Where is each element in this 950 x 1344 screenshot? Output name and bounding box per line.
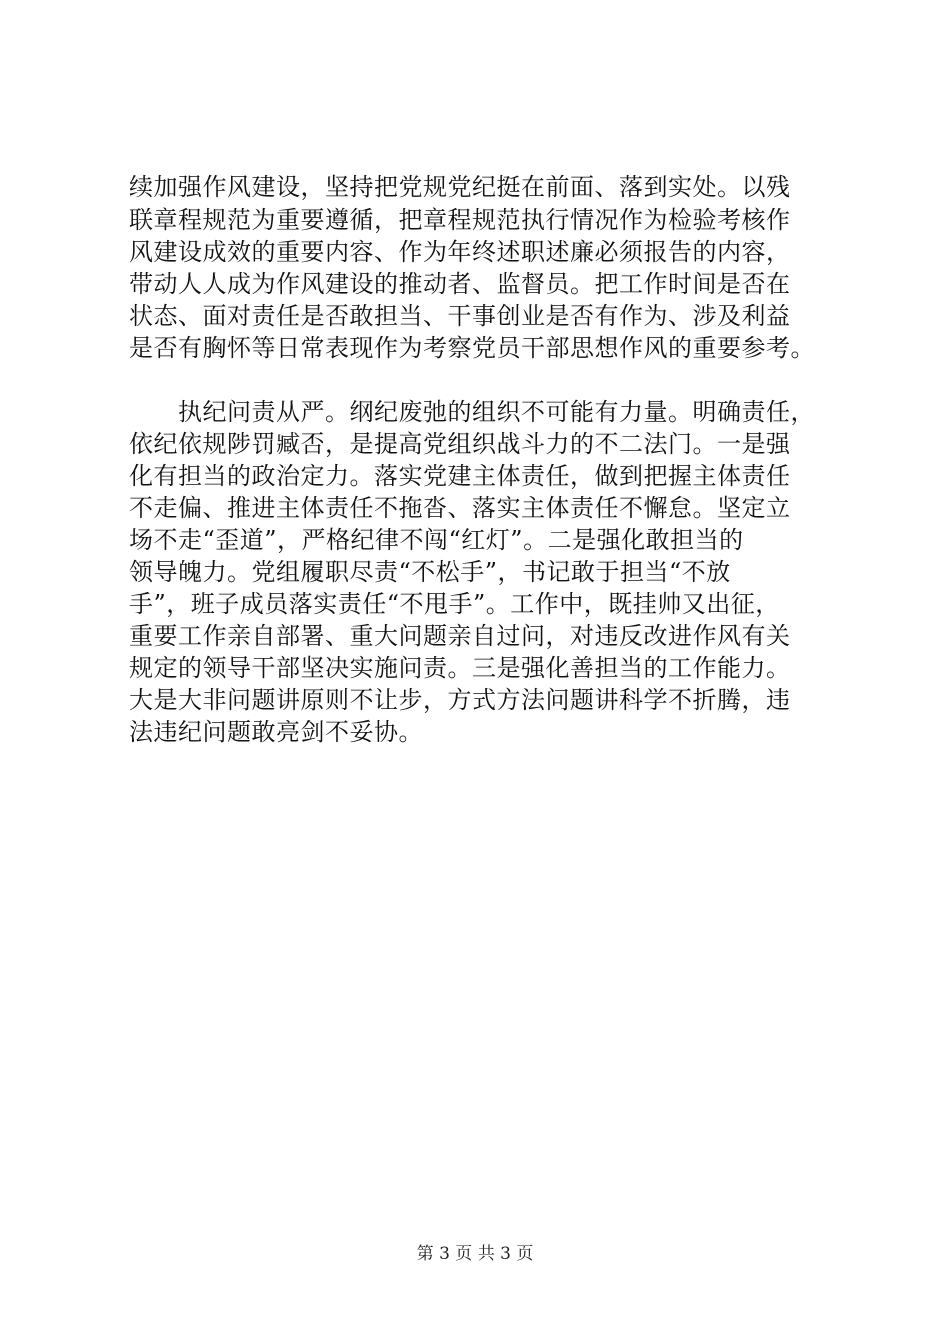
paragraph-1-line: 是否有胸怀等日常表现作为考察党员干部思想作风的重要参考。: [129, 334, 815, 362]
paragraph-2-line: 执纪问责从严。纲纪废弛的组织不可能有力量。明确责任，: [129, 398, 815, 426]
paragraph-1-line: 联章程规范为重要遵循，把章程规范执行情况作为检验考核作: [129, 206, 791, 234]
paragraph-1-line: 续加强作风建设，坚持把党规党纪挺在前面、落到实处。以残: [129, 173, 791, 201]
paragraph-2-line: 依纪依规陟罚臧否，是提高党组织战斗力的不二法门。一是强: [129, 430, 791, 458]
paragraph-1-line: 风建设成效的重要内容、作为年终述职述廉必须报告的内容，: [129, 238, 791, 266]
paragraph-2-line: 不走偏、推进主体责任不拖沓、落实主体责任不懈怠。坚定立: [129, 494, 791, 522]
paragraph-2-line: 大是大非问题讲原则不让步，方式方法问题讲科学不折腾，违: [129, 686, 791, 714]
paragraph-2-line: 手”，班子成员落实责任“不甩手”。工作中，既挂帅又出征，: [129, 590, 780, 618]
paragraph-2-line: 化有担当的政治定力。落实党建主体责任，做到把握主体责任: [129, 462, 791, 490]
paragraph-1-line: 带动人人成为作风建设的推动者、监督员。把工作时间是否在: [129, 270, 791, 298]
paragraph-2-line: 领导魄力。党组履职尽责“不松手”，书记敢于担当“不放: [129, 558, 731, 586]
paragraph-2-line: 法违纪问题敢亮剑不妥协。: [129, 718, 423, 746]
page-footer: 第 3 页 共 3 页: [416, 1244, 534, 1264]
paragraph-2-line: 规定的领导干部坚决实施问责。三是强化善担当的工作能力。: [129, 654, 791, 682]
paragraph-2-line: 重要工作亲自部署、重大问题亲自过问，对违反改进作风有关: [129, 622, 791, 650]
paragraph-1-line: 状态、面对责任是否敢担当、干事创业是否有作为、涉及利益: [129, 302, 791, 330]
paragraph-2-line: 场不走“歪道”，严格纪律不闯“红灯”。二是强化敢担当的: [129, 526, 744, 554]
